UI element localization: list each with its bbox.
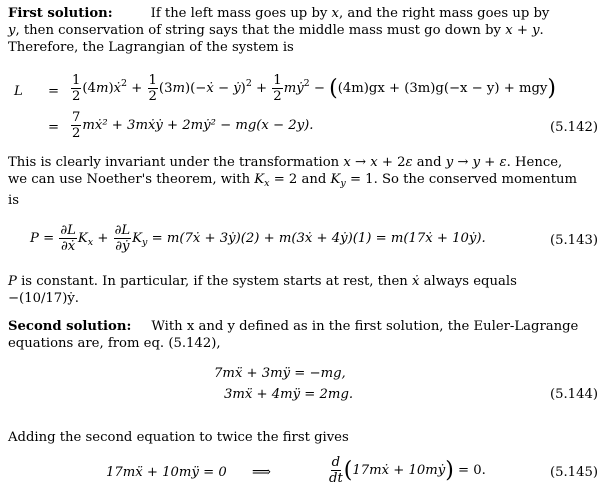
sol2-text-a: With x and y defined as in the first solution, the Euler-Lagrange bbox=[151, 319, 579, 334]
eq145-number: (5.145) bbox=[549, 465, 598, 480]
eq142-potential-terms: (4m)gx + (3m)g(−x − y) + mgy bbox=[337, 81, 548, 96]
p2-text-b: Hence, bbox=[515, 155, 563, 170]
sol2-text-b: equations are, from eq. (5.142), bbox=[8, 336, 221, 351]
equation-5-145 bbox=[8, 455, 600, 495]
constant-momentum-paragraph: P is constant. In particular, if the system starts at rest, then ẋ always equals −(10/17)ẏ. bbox=[8, 274, 517, 306]
eq145-inner: 17mẋ + 10mẏ bbox=[352, 463, 446, 478]
noether-paragraph: This is clearly invariant under the transformation x → x + 2ε and y → y + ε. Hence, we can use Noether's theorem, with $K_x = 2$ and $K_y = 1$. So the conserved momentum is bbox=[8, 155, 578, 208]
p2-text-a: This is clearly invariant under the transformation bbox=[8, 155, 340, 170]
eq145-lhs: 17mẍ + 10mÿ = 0 bbox=[106, 465, 227, 480]
sol1-text-d: Therefore, the Lagrangian of the system is bbox=[8, 40, 294, 55]
eq143-expression: P = $\frac{\partial L}{\text{∂ẋ}}$ $K_x$ + $\frac{\partial L}{\text{∂ẏ}}$ $K_y$ = m(7ẋ + 3ẏ)(2) + m(3ẋ + 4ẏ)(1) = m(17ẋ + 10ẏ). bbox=[30, 223, 486, 254]
equals-sign-1: = bbox=[48, 84, 60, 99]
equals-sign-2: = bbox=[48, 120, 60, 135]
eq142-line1-rhs: $\frac{1}{2}$ (4m)ẋ$^2$ + $\frac{1}{2}$ (3m)(−ẋ − ẏ)$^2$ + $\frac{1}{2}$ mẏ$^2$ − ((4m)gx + (3m)g(−x − y) + mgy) bbox=[72, 73, 556, 104]
sol1-text-c: then conservation of string says that the middle mass must go down by bbox=[23, 23, 501, 38]
eq142-number: (5.142) bbox=[549, 120, 598, 135]
lagrangian-symbol: L bbox=[14, 84, 23, 99]
p3-text-a: is constant. In particular, if the system starts at rest, then bbox=[21, 274, 408, 289]
eq143-number: (5.143) bbox=[549, 233, 598, 248]
eq142-line2-rhs: $\frac{7}{2}$ mẋ² + 3mẋẏ + 2mẏ² − mg(x − 2y). bbox=[72, 110, 314, 141]
second-solution-paragraph bbox=[8, 318, 600, 352]
p3-text-c: −(10/17)ẏ. bbox=[8, 291, 79, 306]
eq144-number: (5.144) bbox=[549, 387, 598, 402]
p3-text-b: always equals bbox=[423, 274, 517, 289]
eq144-line2: 3mẍ + 4mÿ = 2mg. bbox=[224, 387, 354, 402]
p4-text: Adding the second equation to twice the first gives bbox=[8, 430, 349, 445]
second-solution-heading: Second solution: bbox=[8, 319, 132, 334]
sol1-text-b: and the right mass goes up by bbox=[347, 6, 550, 21]
first-solution-heading: First solution: bbox=[8, 6, 113, 21]
equation-5-143 bbox=[8, 223, 600, 263]
p2-text-e: is bbox=[8, 193, 19, 208]
sol1-text-a: If the left mass goes up by bbox=[150, 6, 332, 21]
eq145-tail: = 0. bbox=[458, 463, 486, 478]
eq142-line2-text: mẋ² + 3mẋẏ + 2mẏ² − mg(x − 2y). bbox=[82, 118, 314, 133]
p2-text-c: we can use Noether's theorem, with bbox=[8, 172, 251, 187]
implies-arrow: ⟹ bbox=[252, 465, 271, 480]
eq144-line1: 7mẍ + 3mÿ = −mg, bbox=[214, 366, 346, 381]
eq143-rhs: m(7ẋ + 3ẏ)(2) + m(3ẋ + 4ẏ)(1) = m(17ẋ + 10ẏ). bbox=[166, 231, 486, 246]
equation-5-144 bbox=[8, 365, 600, 405]
p2-text-d: So the conserved momentum bbox=[381, 172, 578, 187]
first-solution-paragraph: First solution: If the left mass goes up by x, and the right mass goes up by y, then conservation of string says that the middle mass must go down by x + y. Therefore, the Lagrangian of the system is bbox=[8, 6, 550, 55]
adding-equations-paragraph bbox=[8, 429, 600, 446]
eq145-rhs: $\frac{d}{dt}$ (17mẋ + 10mẏ) = 0. bbox=[329, 455, 486, 486]
equation-5-142 bbox=[8, 73, 600, 143]
